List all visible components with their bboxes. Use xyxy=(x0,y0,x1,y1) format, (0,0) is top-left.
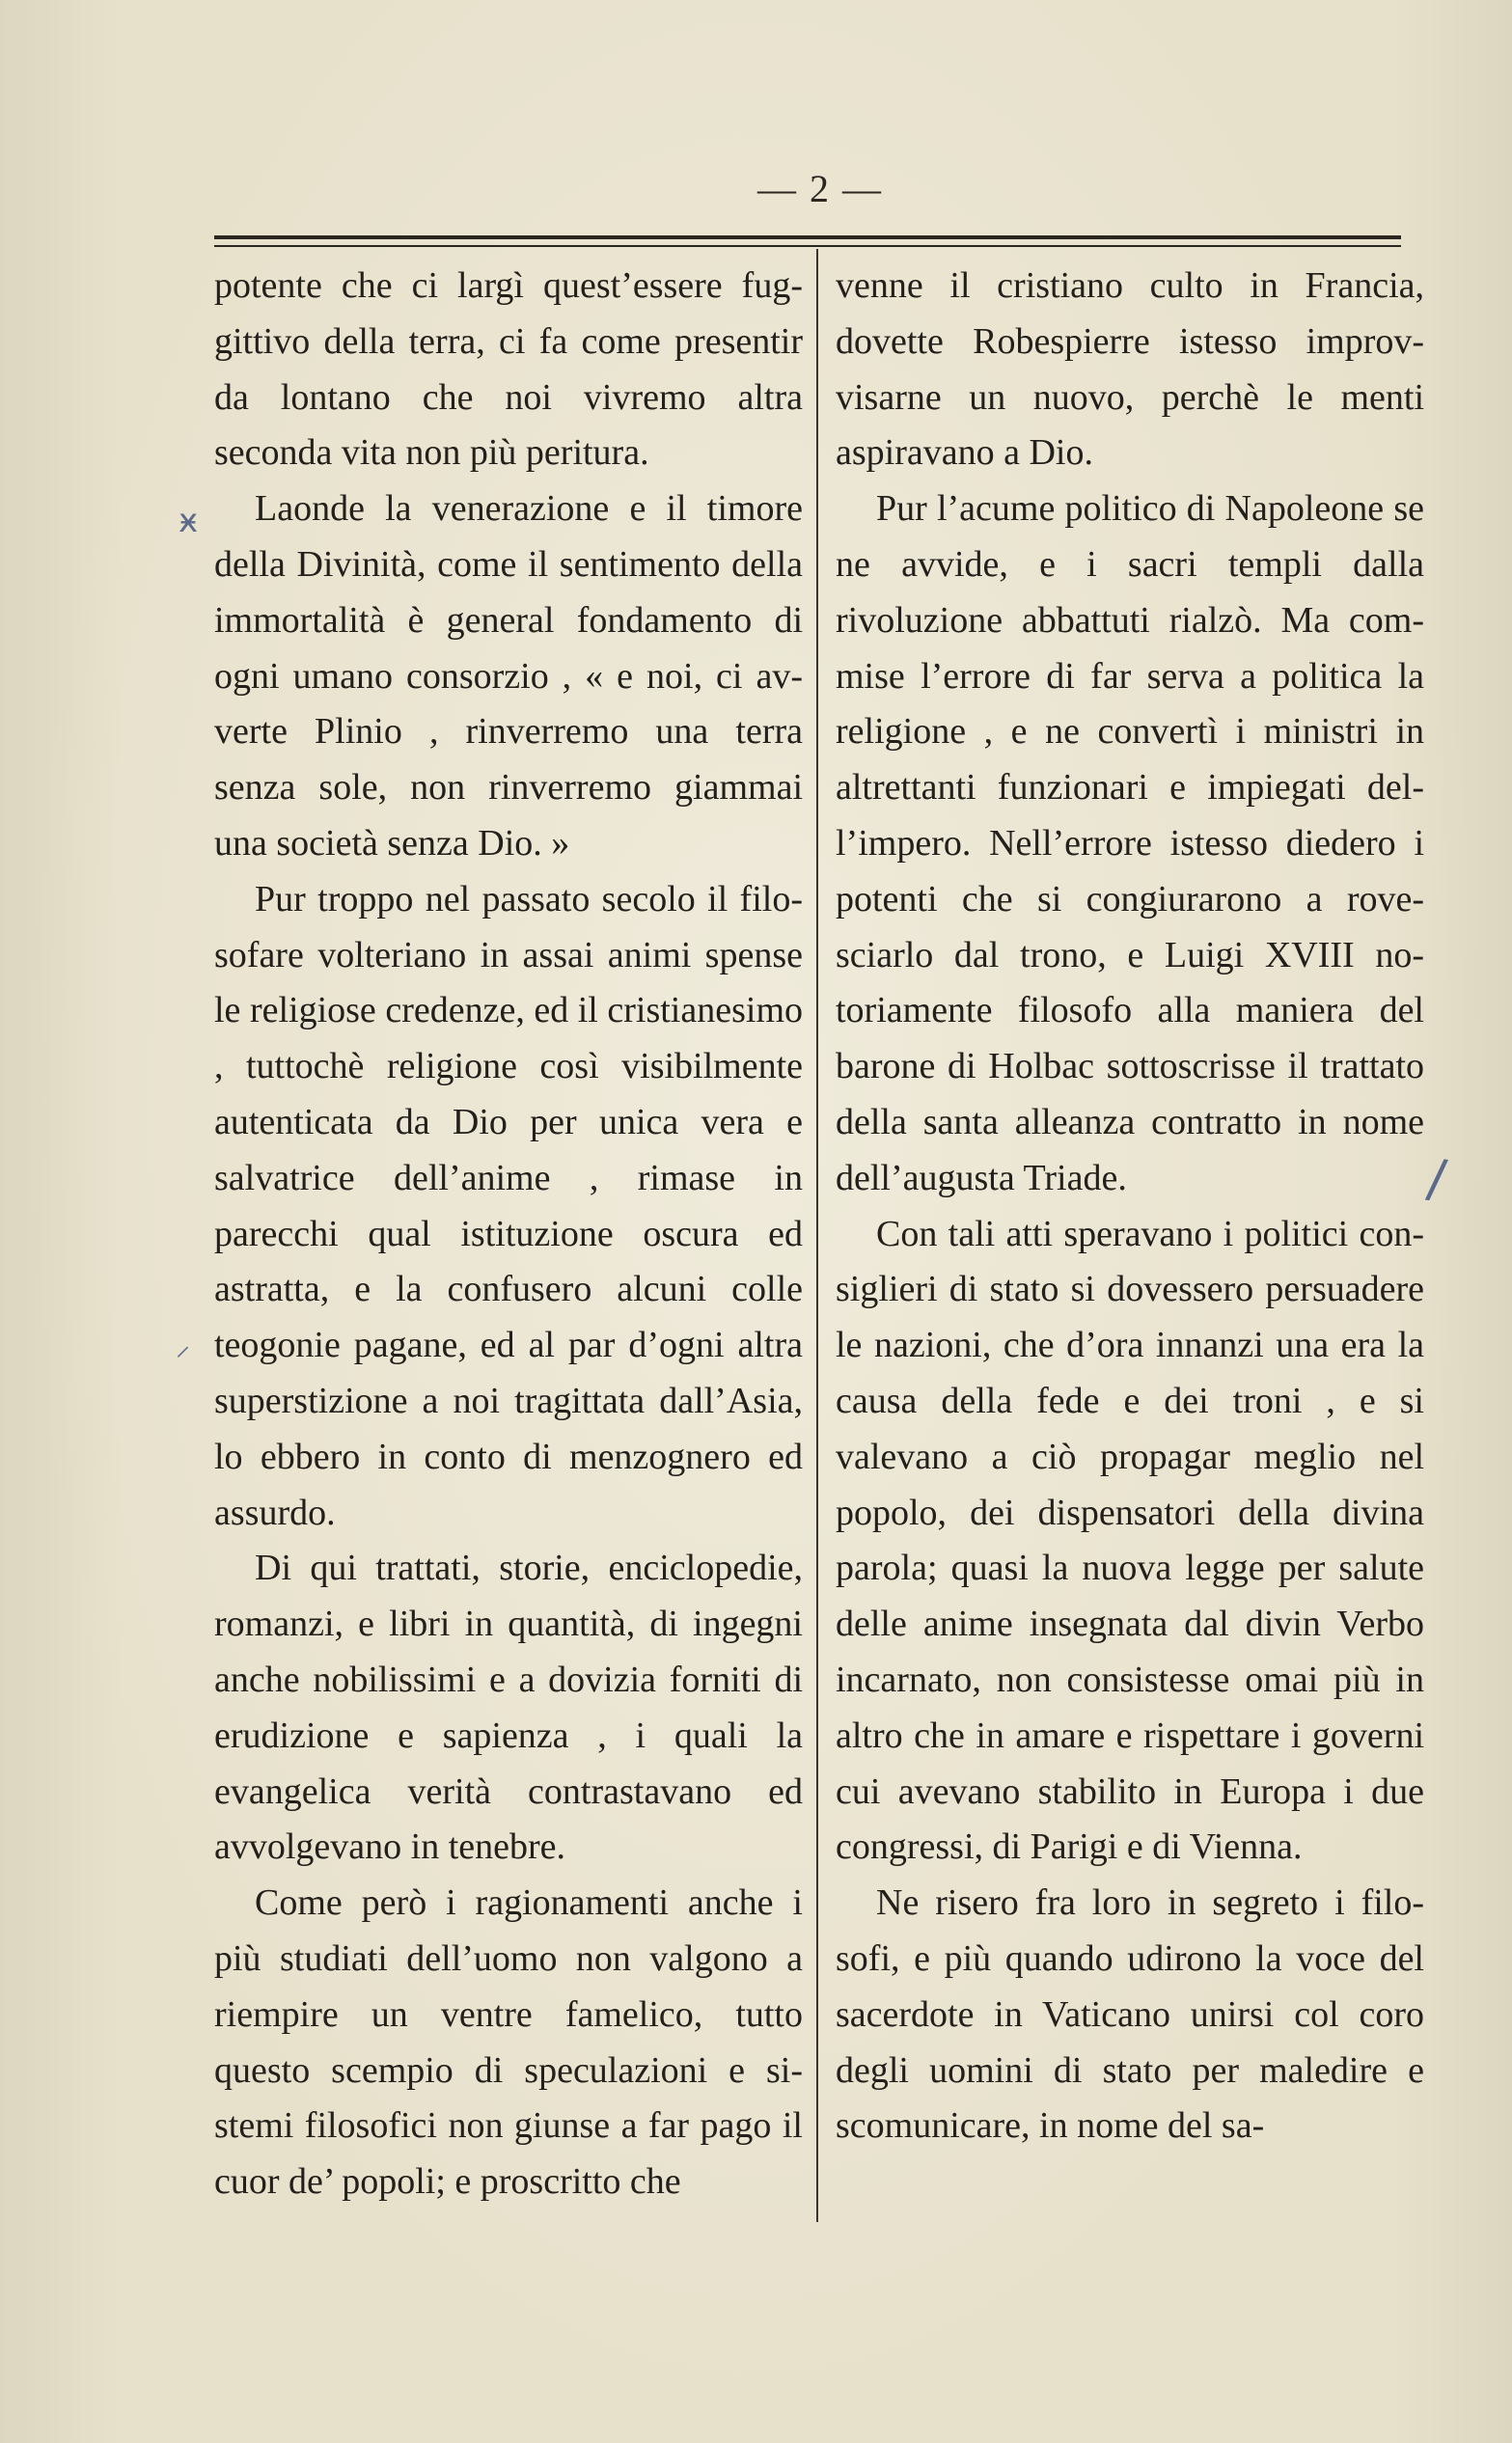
paragraph: Pur troppo nel passato secolo il filosofare volteriano in assai animi spense le religiose credenze, ed il cristianesimo , tuttochè religione così visibilmente autenticata da Dio per unica vera e salvatrice dell’anime , rimase in parecchi qual istituzione oscura ed astratta, e la confusero alcuni colle teogonie pagane, ed al par d’ogni altra superstizione a noi tragittata dall’Asia, lo ebbero in conto di menzognero ed assurdo. xyxy=(214,878,803,1533)
right-column xyxy=(836,259,1424,2155)
paragraph: Con tali atti speravano i politici consiglieri di stato si dovessero persuadere le nazioni, che d’ora innanzi una era la causa della fede e dei troni , e si valevano a ciò propagar meglio nel popolo, dei dispensatori della divina parola; quasi la nuova legge per salute delle anime insegnata dal divin Verbo incarnato, non consistesse omai più in altro che in amare e rispettare i governi cui avevano stabilito in Europa i due congressi, di Parigi e di Vienna. xyxy=(836,1213,1424,1868)
paragraph: Pur l’acume politico di Napoleone se ne avvide, e i sacri templi dalla rivoluzione abbattuti rialzò. Ma commise l’errore di far serva a politica la religione , e ne convertì i ministri in altrettanti funzionari e impiegati dell’impero. Nell’errore istesso diedero i potenti che si congiurarono a rovesciarlo dal trono, e Luigi XVIII notoriamente filosofo alla maniera del barone di Holbac sottoscrisse il trattato della santa alleanza contratto in nome dell’augusta Triade. xyxy=(836,488,1424,1198)
paragraph: Laonde la venerazione e il timore della Divinità, come il sentimento della immortalità è general fondamento di ogni umano consorzio , « e noi, ci avverte Plinio , rinverremo una terra senza sole, non rinverremo giammai una società senza Dio. » xyxy=(214,488,803,864)
pencil-mark-icon: ӿ xyxy=(179,502,199,540)
column-divider xyxy=(816,249,818,2222)
paragraph: Ne risero fra loro in segreto i filosofi, e più quando udirono la voce del sacerdote in Vaticano unirsi col coro degli uomini di stato per maledire e scomunicare, in nome del sa- xyxy=(836,1882,1424,2147)
page-number: — 2 — xyxy=(757,167,883,210)
pencil-slash-icon: / xyxy=(1423,1147,1450,1210)
header-rule-thin xyxy=(214,245,1401,247)
paragraph: venne il cristiano culto in Francia, dovette Robespierre istesso improvvisarne un nuovo, perchè le menti aspiravano a Dio. xyxy=(836,265,1424,474)
paragraph: Come però i ragionamenti anche i più studiati dell’uomo non valgono a riempire un ventre famelico, tutto questo scempio di speculazioni e sistemi filosofici non giunse a far pago il cuor de’ popoli; e proscritto che xyxy=(214,1882,803,2203)
paragraph: potente che ci largì quest’essere fuggittivo della terra, ci fa come presentir da lontano che noi vivremo altra seconda vita non più peritura. xyxy=(214,265,803,474)
header-rule-thick xyxy=(214,235,1401,239)
left-column xyxy=(214,259,803,2210)
paragraph: Di qui trattati, storie, enciclopedie, romanzi, e libri in quantità, di ingegni anche nobilissimi e a dovizia forniti di erudizione e sapienza , i quali la evangelica verità contrastavano ed avvolgevano in tenebre. xyxy=(214,1548,803,1868)
pencil-mark-icon: ⸍ xyxy=(176,1341,190,1375)
